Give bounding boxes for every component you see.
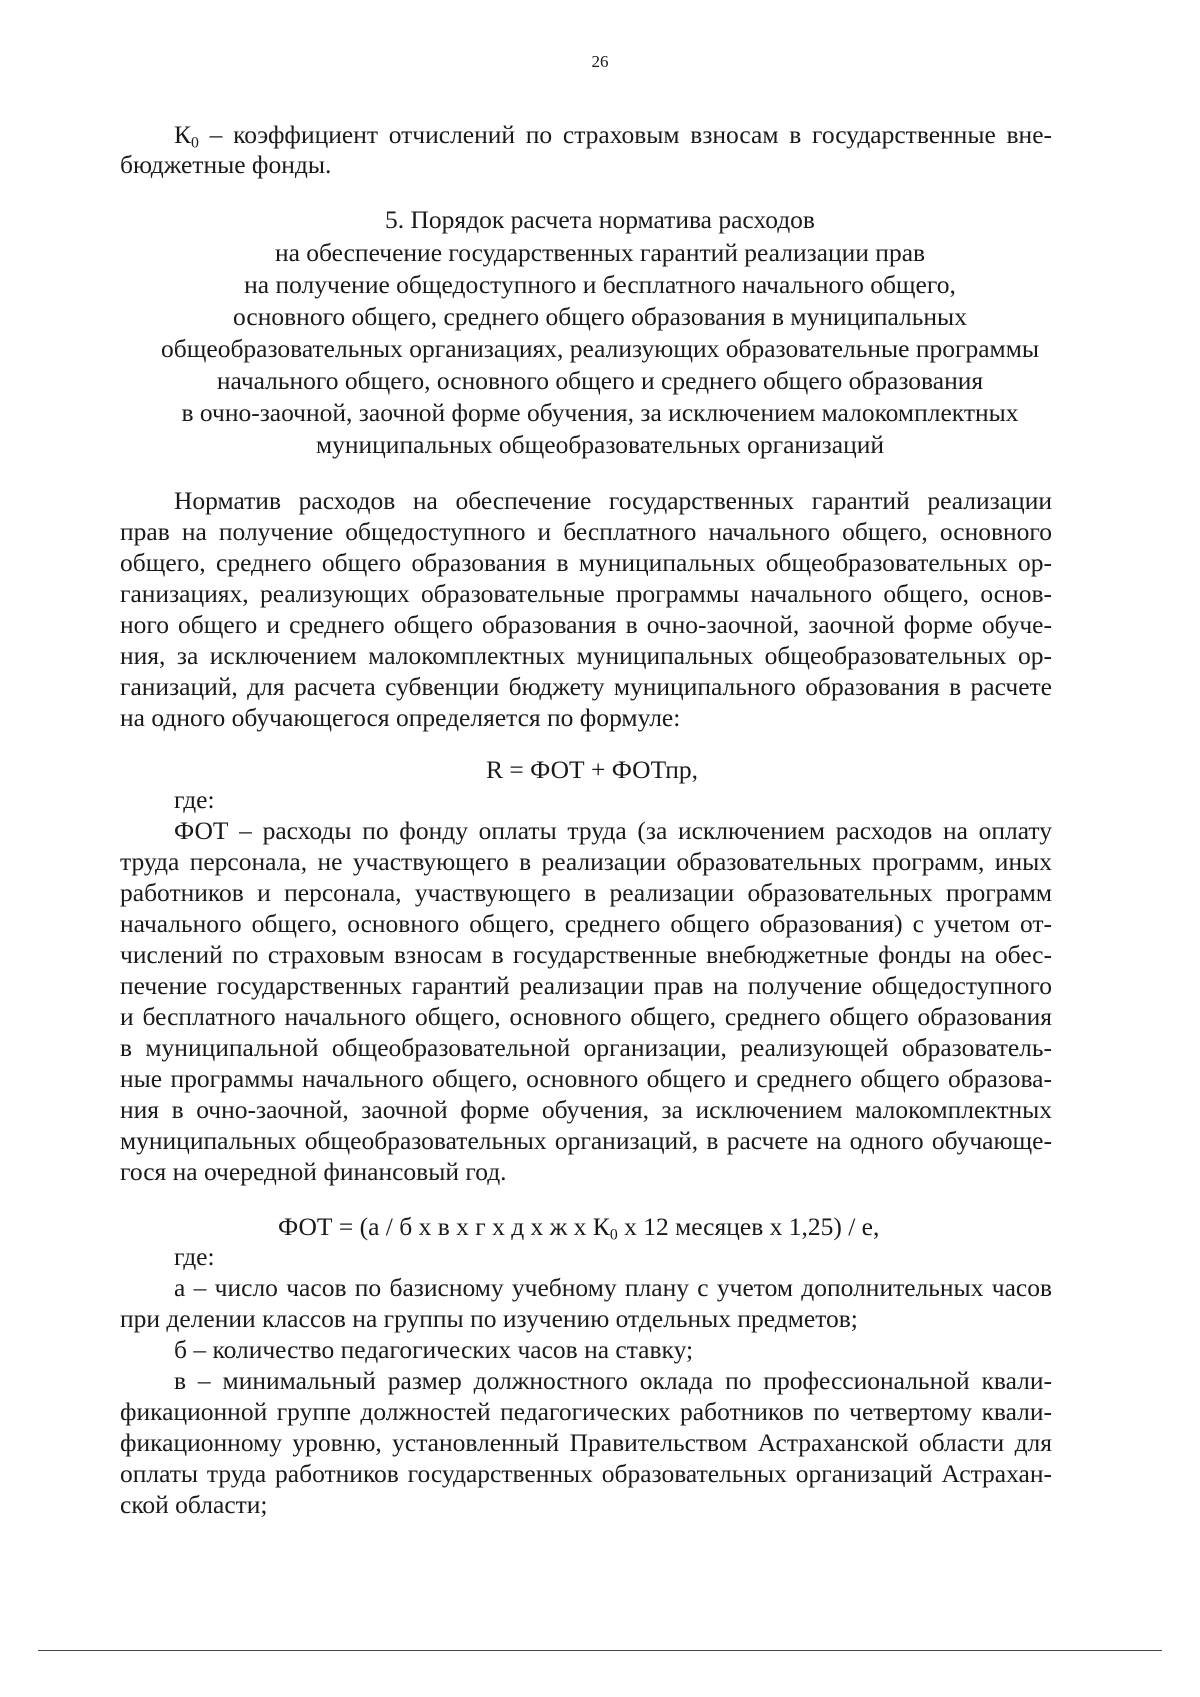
heading-line: в очно-заочной, заочной форме обучения, за исключением малокомплектных: [181, 398, 1019, 427]
paragraph-line: и бесплатного начального общего, основного общего, среднего общего образования: [120, 1002, 1052, 1031]
heading-line: муниципальных общеобразовательных организаций: [315, 430, 885, 459]
definition-line: фикационной группе должностей педагогических работников по четвертому квали-: [120, 1397, 1052, 1426]
heading-line: 5. Порядок расчета норматива расходов: [385, 205, 815, 234]
intro-line-1: $К_0$ – коэффициент отчислений по страховым взносам в государственные вне-: [174, 120, 1052, 152]
paragraph-line: ного общего и среднего общего образования в очно-заочной, заочной форме обуче-: [120, 610, 1052, 639]
paragraph-line: общего, среднего общего образования в муниципальных общеобразовательных ор-: [120, 548, 1052, 577]
paragraph-line: ганизациях, реализующих образовательные программы начального общего, основ-: [120, 579, 1052, 608]
definition-line: в – минимальный размер должностного оклада по профессиональной квали-: [174, 1366, 1052, 1395]
definition-line: ской области;: [120, 1490, 268, 1519]
paragraph-line: ния в очно-заочной, заочной форме обучения, за исключением малокомплектных: [120, 1095, 1052, 1124]
paragraph-line: ные программы начального общего, основного общего и среднего общего образова-: [120, 1064, 1052, 1093]
heading-line: общеобразовательных организациях, реализующих образовательные программы: [161, 334, 1039, 363]
heading-line: на обеспечение государственных гарантий реализации прав: [274, 238, 926, 267]
paragraph-line: на одного обучающегося определяется по формуле:: [120, 703, 681, 732]
definition-line: фикационному уровню, установленный Правительством Астраханской области для: [120, 1428, 1052, 1457]
paragraph-line: муниципальных общеобразовательных организаций, в расчете на одного обучающе-: [120, 1126, 1052, 1155]
paragraph-line: работников и персонала, участвующего в реализации образовательных программ: [120, 878, 1052, 907]
formula-fot: ФОТ = (а / б х в х г х д х ж х $К_0$ х 12 месяцев х 1,25) / е,: [278, 1212, 880, 1244]
page-number: 26: [591, 52, 609, 71]
paragraph-line: начального общего, основного общего, среднего общего образования) с учетом от-: [120, 909, 1052, 938]
intro-line-2: бюджетные фонды.: [120, 150, 332, 179]
paragraph-line: гося на очередной финансовый год.: [120, 1157, 507, 1186]
definition-line: а – число часов по базисному учебному плану с учетом дополнительных часов: [174, 1273, 1052, 1302]
paragraph-line: ганизаций, для расчета субвенции бюджету муниципального образования в расчете: [120, 672, 1052, 701]
paragraph-line: ния, за исключением малокомплектных муниципальных общеобразовательных ор-: [120, 641, 1052, 670]
paragraph-line: ФОТ – расходы по фонду оплаты труда (за исключением расходов на оплату: [174, 816, 1052, 845]
paragraph-line: печение государственных гарантий реализации прав на получение общедоступного: [120, 971, 1052, 1000]
heading-line: основного общего, среднего общего образования в муниципальных: [233, 302, 967, 331]
heading-line: начального общего, основного общего и среднего общего образования: [216, 366, 984, 395]
paragraph-line: труда персонала, не участвующего в реализации образовательных программ, иных: [120, 847, 1052, 876]
heading-line: на получение общедоступного и бесплатного начального общего,: [244, 270, 956, 299]
paragraph-line: Норматив расходов на обеспечение государственных гарантий реализации: [174, 486, 1052, 515]
paragraph-line: в муниципальной общеобразовательной организации, реализующей образователь-: [120, 1033, 1052, 1062]
formula-r: R = ФОТ + ФОТпр,: [486, 755, 698, 784]
paragraph-line: числений по страховым взносам в государственные внебюджетные фонды на обес-: [120, 940, 1052, 969]
definition-line: оплаты труда работников государственных образовательных организаций Астрахан-: [120, 1459, 1052, 1488]
definition-line: при делении классов на группы по изучению отдельных предметов;: [120, 1304, 858, 1333]
paragraph-line: прав на получение общедоступного и бесплатного начального общего, основного: [120, 517, 1052, 546]
definition-b: б – количество педагогических часов на ставку;: [174, 1335, 694, 1364]
page-bottom-rule: [38, 1650, 1162, 1651]
where-label: где:: [174, 1242, 215, 1271]
where-label: где:: [174, 785, 215, 814]
